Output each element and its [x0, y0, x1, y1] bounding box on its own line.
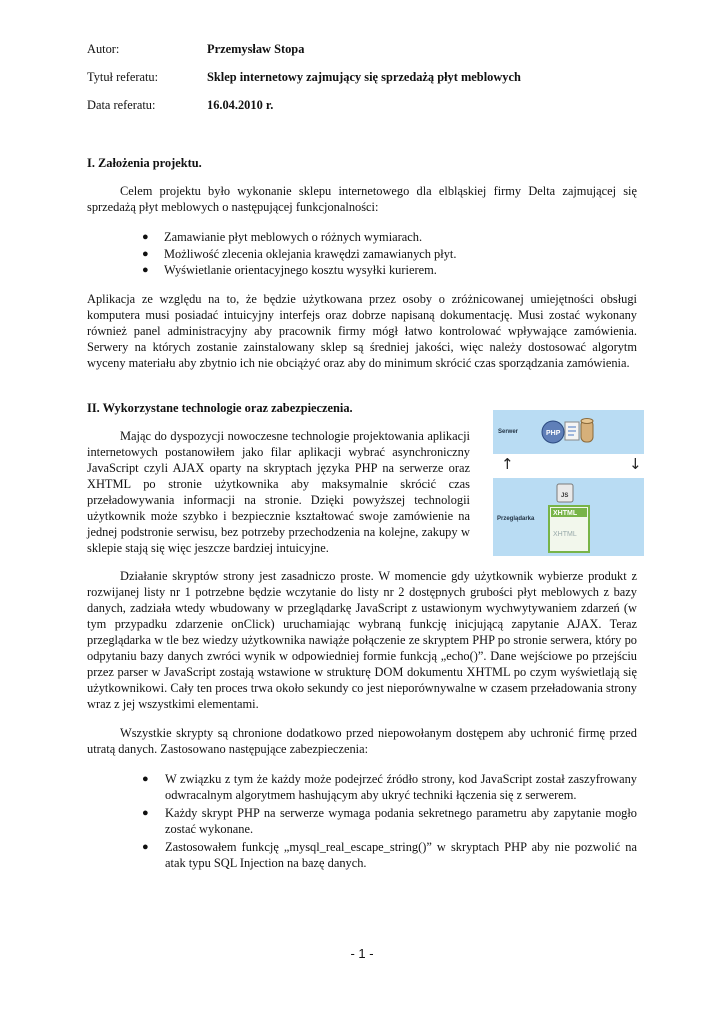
browser-label: Przeglądarka — [497, 516, 535, 522]
list-item: ● Każdy skrypt PHP na serwerze wymaga podania sekretnego parametru aby zapytanie mogło zostać wykonane. — [142, 806, 637, 836]
arrow-up-icon: ↑ — [501, 455, 514, 473]
meta-title — [87, 70, 647, 86]
page-number: - 1 - — [350, 946, 374, 961]
author-value: Przemysław Stopa — [207, 42, 305, 56]
list-item: ● W związku z tym że każdy może podejrzeć źródło strony, kod JavaScript został zaszyfrowany odwracalnym algorytmem hashującym aby ukryć techniki łączenia się z serwerem. — [142, 772, 637, 802]
bullet-icon: ● — [142, 773, 149, 785]
bullet-icon: ● — [142, 264, 149, 276]
list-item: ● Wyświetlanie orientacyjnego kosztu wysyłki kurierem. — [142, 263, 437, 277]
list-item: ● Możliwość zlecenia oklejania krawędzi zamawianych płyt. — [142, 246, 457, 261]
server-label: Serwer — [498, 429, 519, 435]
bullet-icon: ● — [142, 231, 149, 243]
title-value: Sklep internetowy zajmujący się sprzedażą płyt meblowych — [207, 70, 521, 84]
section2-paragraph-2: Działanie skryptów strony jest zasadniczo proste. W momencie gdy użytkownik wybierze produkt z rozwijanej listy nr 1 potrzebne będzie wczytanie do listy nr 2 dostępnych grubości płyt meblowych z bazy danych, zadziała wtedy wbudowany w przeglądarkę JavaScript z ustawionym wychwytywaniem zdarzeń (w tym przypadku zdarzenie onClick) uruchamiając wybraną funkcję inicjującą zapytanie AJAX. Teraz przeglądarka w tle bez wiedzy użytkownika nawiąże połączenie ze skryptem PHP po stronie serwera, który po odpytaniu bazy danych zwróci wynik w odpowiedniej formie funkcją „echo()”. Dane wejściowe po przejściu przez parser w JavaScript zostają wstawione w strukturę DOM dokumentu XHTML po czym wyświetlają się użytkownikowi. Cały ten proces trwa około sekundy co jest nieporównywalne w czasem przeładowania strony wraz z jej wszystkimi elementami. — [87, 569, 637, 711]
list-item: ● Zamawianie płyt meblowych o różnych wymiarach. — [142, 230, 423, 244]
section1-bullet-list — [87, 229, 637, 279]
arrow-down-icon: ↓ — [629, 455, 642, 473]
js-badge: JS — [561, 493, 569, 499]
meta-date — [87, 98, 647, 114]
xhtml-badge-faint: XHTML — [553, 531, 577, 538]
date-value: 16.04.2010 r. — [207, 98, 274, 112]
architecture-figure — [493, 410, 644, 556]
bullet-icon: ● — [142, 841, 149, 853]
browser-panel — [493, 478, 644, 556]
browser-icons — [493, 478, 644, 556]
section2-paragraph-1: Mając do dyspozycji nowoczesne technologie projektowania aplikacji internetowych postanowiłem jako filar aplikacji wybrać asynchroniczny JavaScript czyli AJAX oparty na skryptach języka PHP na serwerze oraz XHTML po stronie użytkownika aby maksymalnie skrócić czas przeładowywania informacji na stronie. Dzięki powyższej technologii użytkownik może szybko i bezpiecznie kształtować swoje zamówienie na jednej podstronie serwisu, bez potrzeby przechodzenia na kolejne, zakupy w sklepie stają się więc jeszcze bardziej intuicyjne. — [87, 429, 470, 555]
server-icons — [493, 410, 644, 454]
xhtml-badge: XHTML — [553, 510, 578, 517]
section1-intro: Celem projektu było wykonanie sklepu internetowego dla elbląskiej firmy Delta zajmującej się sprzedażą płyt meblowych o następującej funkcjonalności: — [87, 184, 637, 214]
section1-heading: I. Założenia projektu. — [87, 156, 202, 170]
author-label: Autor: — [87, 42, 120, 56]
date-label: Data referatu: — [87, 98, 156, 112]
section2-bullet-list — [87, 771, 637, 873]
server-panel — [493, 410, 644, 454]
meta-author — [87, 42, 647, 58]
bullet-icon: ● — [142, 247, 149, 260]
section2-paragraph-3: Wszystkie skrypty są chronione dodatkowo przed niepowołanym dostępem aby uchronić firmę przed utratą danych. Zastosowano następujące zabezpieczenia: — [87, 726, 637, 756]
list-item: ● Zastosowałem funkcję „mysql_real_escape_string()” w skryptach PHP aby nie pozwolić na atak typu SQL Injection na bazę danych. — [142, 840, 637, 870]
section2-heading: II. Wykorzystane technologie oraz zabezpieczenia. — [87, 401, 353, 415]
php-badge: PHP — [546, 430, 561, 437]
section1-paragraph: Aplikacja ze względu na to, że będzie użytkowana przez osoby o zróżnicowanej umiejętności obsługi komputera musi posiadać intuicyjny interfejs oraz dobrze napisaną dokumentację. Musi zostać wykonany również panel administracyjny aby pracownik firmy mógł łatwo kontrolować wpływające zamówienia. Serwery na których zostanie zainstalowany sklep są średniej jakości, więc należy dostosować algorytm wyceny materiału aby zbytnio ich nie obciążyć oraz aby do minimum skrócić czas sporządzania zamówienia. — [87, 292, 637, 370]
bullet-icon: ● — [142, 807, 149, 819]
title-label: Tytuł referatu: — [87, 70, 159, 84]
